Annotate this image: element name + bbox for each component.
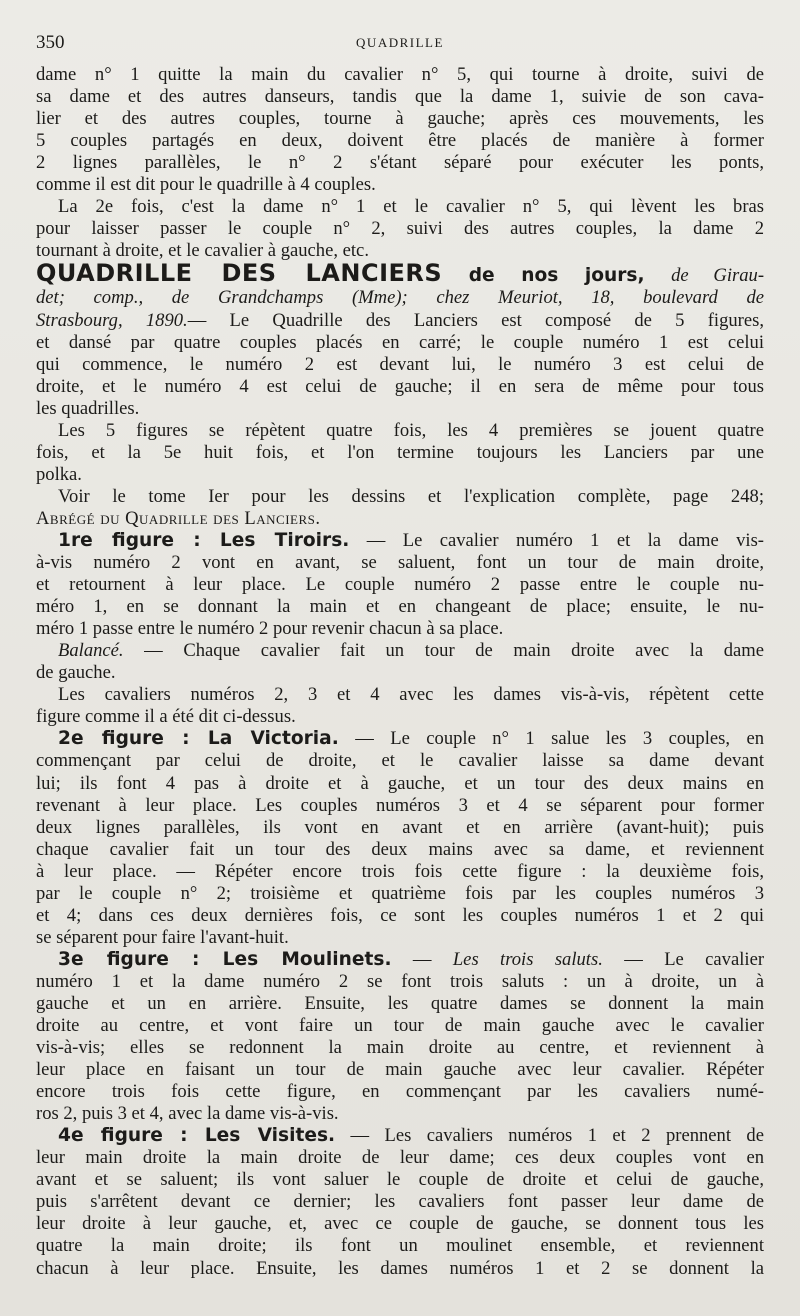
body-text xyxy=(36,64,764,1280)
text-line: droite au centre, et vont faire un tour de main gauche avec le cavalier xyxy=(36,1015,764,1037)
text-line: encore trois fois cette figure, en commençant par les cavaliers numé- xyxy=(36,1081,764,1103)
text-line: Voir le tome Ier pour les dessins et l'explication complète, page 248; xyxy=(58,485,764,507)
text-span: — Les cavaliers numéros 1 et 2 prennent de xyxy=(335,1125,764,1147)
text-span: — Le Quadrille des Lanciers est composé de 5 figures, xyxy=(187,309,764,331)
text-span: — xyxy=(391,948,453,970)
figure-2-victoria xyxy=(36,728,764,948)
publication-place: Strasbourg, 1890. xyxy=(36,309,188,331)
paragraph-continuation xyxy=(36,64,764,196)
page-number: 350 xyxy=(36,32,65,53)
paragraph-second-time xyxy=(36,196,764,262)
text-line: lui; ils font 4 pas à droite et à gauche, et un tour des deux mains en xyxy=(36,772,764,794)
text-line xyxy=(36,310,764,332)
text-line: leur main droite la main droite de leur dame; ces deux couples vont en xyxy=(36,1147,764,1169)
text-line: par le couple n° 2; troisième et quatrième fois par les couples numéros 3 xyxy=(36,882,764,904)
text-line: deux lignes parallèles, ils vont en avant et en arrière (avant-huit); puis xyxy=(36,816,764,838)
text-line: 5 couples partagés en deux, doivent être placés de manière à former xyxy=(36,130,764,152)
text-line xyxy=(36,728,764,750)
text-line: chacun à leur place. Ensuite, les dames numéros 1 et 2 se donnent la xyxy=(36,1257,764,1279)
text-span: — Le cavalier xyxy=(602,948,765,970)
text-line: Abrégé du Quadrille des Lanciers. xyxy=(36,507,321,529)
text-line: sa dame et des autres danseurs, tandis que la dame 1, suivie de son cava- xyxy=(36,86,764,108)
text-line: Les 5 figures se répètent quatre fois, les 4 premières se jouent quatre xyxy=(58,419,764,441)
text-line: se séparent pour faire l'avant-huit. xyxy=(36,926,289,948)
text-line xyxy=(36,1125,764,1147)
text-line: det; comp., de Grandchamps (Mme); chez Meuriot, 18, boulevard de xyxy=(36,287,764,309)
paragraph-balance xyxy=(36,640,764,684)
text-line xyxy=(36,530,764,552)
figure-3-moulinets xyxy=(36,949,764,1125)
text-line: La 2e fois, c'est la dame n° 1 et le cavalier n° 5, qui lèvent les bras xyxy=(58,196,764,218)
running-title: QUADRILLE xyxy=(356,35,444,50)
figure-heading: 2e figure : La Victoria. xyxy=(58,728,339,750)
text-line: et dansé par quatre couples placés en carré; le couple numéro 1 est celui xyxy=(36,331,764,353)
text-line xyxy=(36,259,765,288)
text-line: chaque cavalier fait un tour des deux mains avec sa dame, et reviennent xyxy=(36,838,764,860)
text-line: à-vis numéro 2 vont en avant, se saluent, font un tour de main droite, xyxy=(36,552,764,574)
text-line: figure comme il a été dit ci-dessus. xyxy=(36,706,296,728)
text-line: droite, et le numéro 4 est celui de gauche; il en sera de même pour tous xyxy=(36,375,764,397)
figure-heading: 4e figure : Les Visites. xyxy=(58,1125,336,1147)
text-line: dame n° 1 quitte la main du cavalier n° 5, qui tourne à droite, suivi de xyxy=(36,64,764,85)
text-line: pour laisser passer le couple n° 2, suivi des autres couples, la dame 2 xyxy=(36,218,764,240)
running-head xyxy=(36,32,764,52)
text-line: lier et des autres couples, tourne à gauche; après ces mouvements, les xyxy=(36,108,764,130)
text-line: à leur place. — Répéter encore trois fois cette figure : la deuxième fois, xyxy=(36,860,764,882)
text-line: et retournent à leur place. Le couple numéro 2 passe entre le couple nu- xyxy=(36,574,764,596)
text-line: polka. xyxy=(36,463,82,485)
text-line: vis-à-vis; elles se redonnent la main droite au centre, et reviennent à xyxy=(36,1037,764,1059)
text-line: gauche et un en arrière. Ensuite, les quatre dames se donnent la main xyxy=(36,992,764,1014)
section-lanciers xyxy=(36,259,765,419)
text-line: ros 2, puis 3 et 4, avec la dame vis-à-vis. xyxy=(36,1103,339,1125)
balance-label: Balancé. xyxy=(58,640,124,662)
text-line: méro 1, en se donnant la main et en changeant de place; ensuite, le nu- xyxy=(36,596,764,618)
text-line: avant et se saluent; ils vont saluer le couple de droite et celui de gauche, xyxy=(36,1169,764,1191)
heading-subtitle: de nos jours, xyxy=(442,265,672,287)
text-line: quatre la main droite; ils font un moulinet ensemble, et reviennent xyxy=(36,1235,764,1257)
text-line: numéro 1 et la dame numéro 2 se font trois saluts : un à droite, un à xyxy=(36,970,764,992)
text-line: fois, et la 5e huit fois, et l'on termine toujours les Lanciers par une xyxy=(36,441,764,463)
text-line: puis s'arrêtent devant ce dernier; les cavaliers font passer leur dame de xyxy=(36,1191,764,1213)
text-line: leur place en faisant un tour de main gauche avec leur cavalier. Répéter xyxy=(36,1059,764,1081)
figure-1-tiroirs xyxy=(36,530,764,640)
text-line: et 4; dans ces deux dernières fois, ce sont les couples numéros 1 et 2 qui xyxy=(36,904,764,926)
text-span: — Chaque cavalier fait un tour de main droite avec la dame xyxy=(123,640,764,662)
paragraph-reference xyxy=(36,486,764,530)
figure-4-visites xyxy=(36,1125,764,1279)
text-line: tournant à droite, et le cavalier à gauche, etc. xyxy=(36,240,369,262)
text-line: 2 lignes parallèles, le n° 2 s'étant séparé pour exécuter les ponts, xyxy=(36,152,764,174)
figure-heading: 1re figure : Les Tiroirs. xyxy=(58,529,350,551)
figure-heading: 3e figure : Les Moulinets. xyxy=(58,948,392,970)
text-span: — Le couple n° 1 salue les 3 couples, en xyxy=(338,728,764,750)
text-line: commençant par celui de droite, et le cavalier laisse sa dame devant xyxy=(36,750,764,772)
text-line: Les cavaliers numéros 2, 3 et 4 avec les dames vis-à-vis, répètent cette xyxy=(58,684,764,706)
heading-author: de Girau- xyxy=(671,265,765,287)
text-line: leur droite à leur gauche, et, avec ce couple de gauche, se donnent tous les xyxy=(36,1213,764,1235)
text-line: qui commence, le numéro 2 est devant lui, le numéro 3 est celui de xyxy=(36,353,764,375)
text-line: revenant à leur place. Les couples numéros 3 et 4 se séparent pour former xyxy=(36,794,764,816)
paragraph-repeat-figure xyxy=(36,684,764,728)
text-line: méro 1 passe entre le numéro 2 pour revenir chacun à sa place. xyxy=(36,618,504,640)
text-line xyxy=(36,640,764,662)
text-span: — Le cavalier numéro 1 et la dame vis- xyxy=(349,529,765,551)
text-line: comme il est dit pour le quadrille à 4 couples. xyxy=(36,174,376,196)
text-line xyxy=(36,949,764,971)
section-heading: QUADRILLE DES LANCIERS xyxy=(36,259,443,288)
text-line: les quadrilles. xyxy=(36,397,140,419)
text-line: de gauche. xyxy=(36,662,116,684)
paragraph-repetitions xyxy=(36,420,764,486)
figure-subtitle: Les trois saluts. xyxy=(452,948,603,970)
